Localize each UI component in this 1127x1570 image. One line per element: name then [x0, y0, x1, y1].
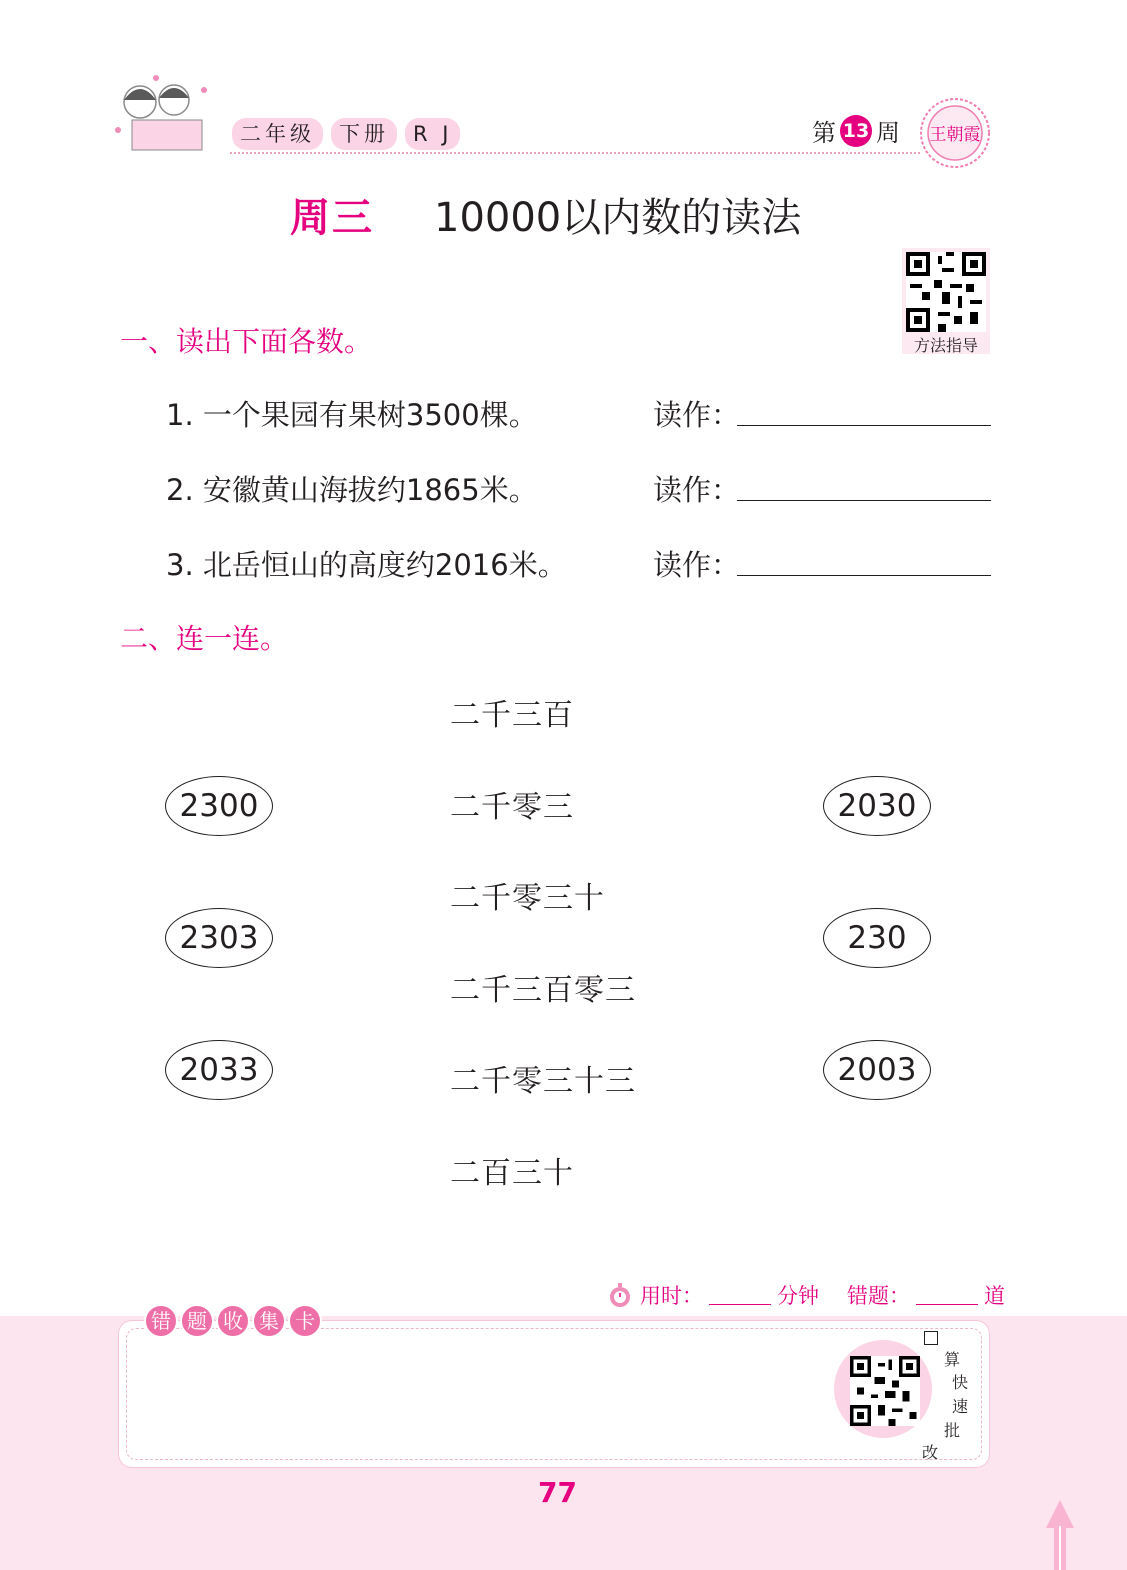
grading-text-char: 批 [944, 1421, 961, 1440]
grade-tags [232, 118, 460, 150]
number-word[interactable]: 二百三十 [450, 1156, 574, 1191]
stopwatch-icon [606, 1281, 634, 1309]
week-number: 13 [840, 115, 872, 147]
time-blank[interactable] [709, 1286, 771, 1305]
grading-text-char: 快 [952, 1373, 969, 1392]
read-label-1: 读作： [653, 398, 741, 432]
number-word[interactable]: 二千三百零三 [450, 973, 636, 1008]
number-word[interactable]: 二千零三十 [450, 881, 605, 916]
time-unit: 分钟 [777, 1284, 819, 1308]
page-number: 77 [538, 1476, 577, 1509]
left-number-oval[interactable]: 2033 [165, 1040, 273, 1100]
qr-caption: 方法指导 [913, 336, 978, 355]
page-title: 10000以内数的读法 [434, 195, 802, 241]
grading-text-char: 改 [922, 1443, 939, 1462]
errors-label: 错题： [847, 1284, 910, 1308]
grade-tag: 二年级 [232, 118, 323, 150]
week-suffix: 周 [876, 119, 900, 147]
qr-code-icon[interactable] [906, 252, 986, 332]
number-word[interactable]: 二千零三十三 [450, 1064, 636, 1099]
errors-blank[interactable] [916, 1286, 978, 1305]
title-day: 周三 [290, 195, 374, 241]
right-number-oval[interactable]: 2003 [823, 1040, 931, 1100]
answer-line-2[interactable] [737, 500, 991, 501]
seal-logo [918, 96, 992, 170]
card-title-char: 错 [144, 1304, 178, 1338]
checkbox-icon[interactable] [924, 1331, 938, 1345]
question-2: 2. 安徽黄山海拔约1865米。 [166, 473, 538, 507]
right-number-oval[interactable]: 230 [823, 908, 931, 968]
question-3: 3. 北岳恒山的高度约2016米。 [166, 548, 567, 582]
number-word[interactable]: 二千三百 [450, 698, 574, 733]
card-title-char: 卡 [288, 1304, 322, 1338]
error-card-title [144, 1304, 322, 1338]
up-arrow-icon [1040, 1498, 1080, 1570]
kids-illustration [112, 70, 222, 160]
section1-heading: 一、读出下面各数。 [120, 325, 373, 358]
header-divider [230, 152, 920, 154]
time-errors-stats [606, 1280, 1005, 1310]
card-title-char: 收 [216, 1304, 250, 1338]
time-label: 用时： [640, 1284, 703, 1308]
grading-text-char: 速 [952, 1397, 969, 1416]
week-indicator [812, 113, 900, 148]
question-1: 1. 一个果园有果树3500棵。 [166, 398, 538, 432]
errors-unit: 道 [984, 1284, 1005, 1308]
answer-line-3[interactable] [737, 575, 991, 576]
svg-text:王朝霞: 王朝霞 [929, 125, 981, 145]
grading-text-char: 算 [944, 1350, 961, 1369]
week-prefix: 第 [812, 119, 836, 147]
answer-line-1[interactable] [737, 425, 991, 426]
left-number-oval[interactable]: 2303 [165, 908, 273, 968]
grading-qr-icon[interactable] [850, 1356, 920, 1426]
left-number-oval[interactable]: 2300 [165, 776, 273, 836]
read-label-3: 读作： [653, 548, 741, 582]
edition-tag: R J [405, 118, 460, 150]
right-number-oval[interactable]: 2030 [823, 776, 931, 836]
number-word[interactable]: 二千零三 [450, 790, 574, 825]
card-title-char: 题 [180, 1304, 214, 1338]
read-label-2: 读作： [653, 473, 741, 507]
section2-heading: 二、连一连。 [120, 622, 289, 655]
card-title-char: 集 [252, 1304, 286, 1338]
volume-tag: 下册 [331, 118, 397, 150]
